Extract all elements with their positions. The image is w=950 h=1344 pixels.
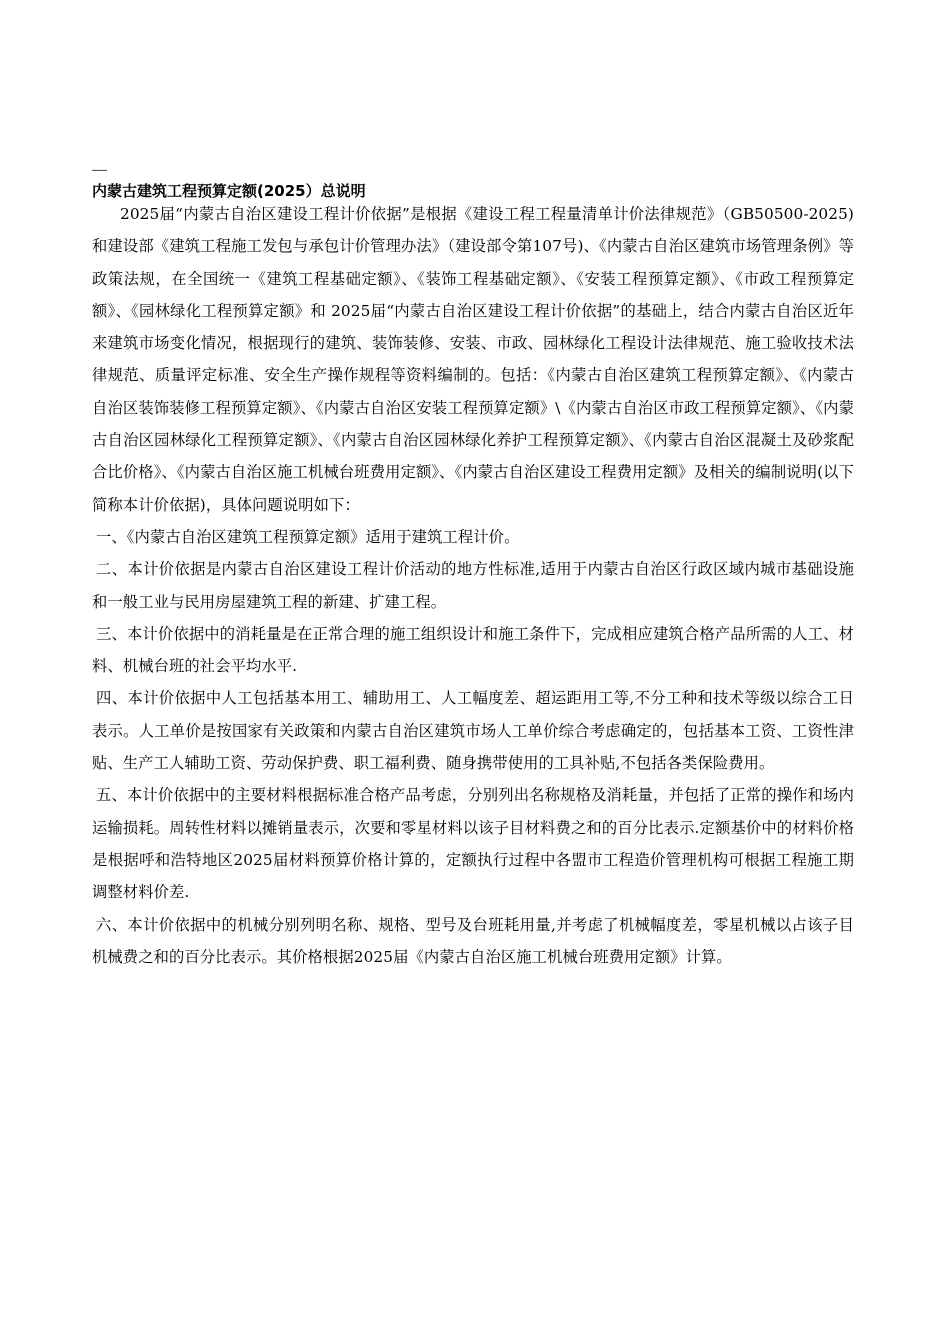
document-title: 内蒙古建筑工程预算定额(2025）总说明 bbox=[92, 182, 366, 200]
document-body bbox=[92, 198, 854, 973]
top-dash-mark: — bbox=[92, 162, 107, 178]
item-paragraph-6: 六、本计价依据中的机械分别列明名称、规格、型号及台班耗用量,并考虑了机械幅度差，零星机械以占该子目机械费之和的百分比表示。其价格根据2025届《内蒙古自治区施工机械台班费用定额》计算。 bbox=[92, 915, 854, 966]
item-paragraph-4: 四、本计价依据中人工包括基本用工、辅助用工、人工幅度差、超运距用工等,不分工种和技术等级以综合工日表示。人工单价是按国家有关政策和内蒙古自治区建筑市场人工单价综合考虑确定的，包括基本工资、工资性津贴、生产工人辅助工资、劳动保护费、职工福利费、随身携带使用的工具补贴,不包括各类保险费用。 bbox=[92, 689, 854, 773]
item-paragraph-3: 三、本计价依据中的消耗量是在正常合理的施工组织设计和施工条件下，完成相应建筑合格产品所需的人工、材料、机械台班的社会平均水平. bbox=[92, 624, 854, 676]
item-paragraph-2: 二、本计价依据是内蒙古自治区建设工程计价活动的地方性标准,适用于内蒙古自治区行政区域内城市基础设施和一般工业与民用房屋建筑工程的新建、扩建工程。 bbox=[92, 560, 854, 611]
item-paragraph-1: 一、《内蒙古自治区建筑工程预算定额》适用于建筑工程计价。 bbox=[96, 527, 520, 546]
intro-paragraph: 2025届“内蒙古自治区建设工程计价依据”是根据《建设工程工程量清单计价法律规范》（GB50500-2025)和建设部《建筑工程施工发包与承包计价管理办法》（建设部令第107号)、《内蒙古自治区建筑市场管理条例》等政策法规，在全国统一《建筑工程基础定额》、《装饰工程基础定额》、《安装工程预算定额》、《市政工程预算定额》、《园林绿化工程预算定额》和 2025届“内蒙古自治区建设工程计价依据”的基础上，结合内蒙古自治区近年来建筑市场变化情况，根据现行的建筑、装饰装修、安装、市政、园林绿化工程设计法律规范、施工验收技术法律规范、质量评定标准、安全生产操作规程等资料编制的。包括：《内蒙古自治区建筑工程预算定额》、《内蒙古自治区装饰装修工程预算定额》、《内蒙古自治区安装工程预算定额》\《内蒙古自治区市政工程预算定额》、《内蒙古自治区园林绿化工程预算定额》、《内蒙古自治区园林绿化养护工程预算定额》、《内蒙古自治区混凝土及砂浆配合比价格》、《内蒙古自治区施工机械台班费用定额》、《内蒙古自治区建设工程费用定额》及相关的编制说明(以下简称本计价依据)，具体问题说明如下： bbox=[92, 205, 854, 514]
item-paragraph-5: 五、本计价依据中的主要材料根据标准合格产品考虑，分别列出名称规格及消耗量，并包括了正常的操作和场内运输损耗。周转性材料以摊销量表示，次要和零星材料以该子目材料费之和的百分比表示.定额基价中的材料价格是根据呼和浩特地区2025届材料预算价格计算的，定额执行过程中各盟市工程造价管理机构可根据工程施工期调整材料价差. bbox=[92, 786, 854, 902]
